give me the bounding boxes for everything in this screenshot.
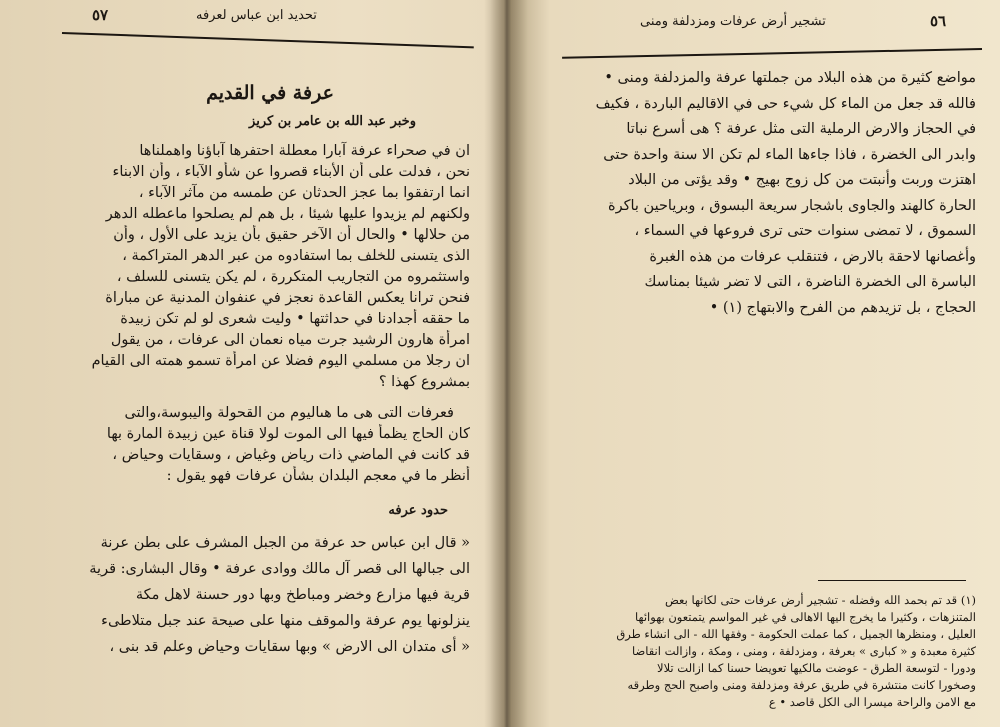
header-rule xyxy=(562,48,982,59)
text-line: من حلالها • والحال أن الآخر حقيق بأن يزيد على الأول ، وأن xyxy=(113,227,470,243)
text-line: انما ارتفقوا بما عجز الحدثان عن طمسه من مآثر الآباء ، xyxy=(138,185,470,201)
text-line: « قال ابن عباس حد عرفة من الجبل المشرف على بطن عرنة xyxy=(100,535,470,551)
right-page xyxy=(528,0,1000,727)
text-line: فعرفات التى هى ما هىاليوم من القحولة واليبوسة،والتى xyxy=(124,405,454,421)
text-line: أنظر ما في معجم البلدان بشأن عرفات فهو يقول : xyxy=(166,468,470,484)
text-line: ان في صحراء عرفة آبارا معطلة احتفرها آباؤنا واهملناها xyxy=(139,143,470,159)
text-line: نحن ، فدلت على أن الأبناء قصروا عن شأو الآباء ، وأن الابناء xyxy=(112,164,470,180)
footnote-line: كثيرة معبدة و « كبارى » بعرفة ، ومزدلفة ، ومنى ، ومكة ، وازالت انقاضا xyxy=(631,644,976,658)
text-line: الباسرة الى الخضرة الناضرة ، التى لا تضر شيئا بمناسك xyxy=(644,274,976,290)
text-line: مواضع كثيرة من هذه البلاد من جملتها عرفة والمزدلفة ومنى • xyxy=(604,70,976,86)
book-gutter xyxy=(484,0,528,727)
text-line: الذى يتسنى للخلف بما استفادوه من عبر الدهر المتراكمة ، xyxy=(122,248,470,264)
text-line: في الحجاز والارض الرملية التى مثل عرفة ؟ هى أسرع نباتا xyxy=(626,121,976,137)
page-number: ٥٦ xyxy=(930,12,947,30)
text-line: ما حققه أجدادنا في حداثتها • وليت شعرى لو لم تكن زبيدة xyxy=(120,311,470,327)
footnote xyxy=(548,592,976,711)
footnote-line: المتنزهات ، وكثيرا ما يخرج اليها الاهالى في غير المواسم يتمتعون بهوائها xyxy=(635,610,976,624)
section-heading: حدود عرفه xyxy=(388,503,448,518)
text-line: كان الحاج يظمأ فيها الى الموت لولا قناة عين زبيدة المارة بها xyxy=(106,426,470,442)
running-head: تشجير أرض عرفات ومزدلفة ومنى xyxy=(640,14,826,29)
text-line: ينزلونها يوم عرفة والموقف منها على صيحة عند جبل متلاطىء xyxy=(101,613,470,629)
text-line: قرية فيها مزارع وخضر ومباطخ وبها دور حسنة لاهل مكة xyxy=(135,587,470,603)
text-line: « أى متدان الى الارض » وبها سقايات وحياض وعلم قد بنى ، xyxy=(109,639,470,655)
footnote-rule xyxy=(818,580,966,581)
footnote-line: مع الامن والراحة ميسرا الى الكل قاصد • ع xyxy=(768,695,976,709)
left-page-body xyxy=(70,82,470,660)
header-rule xyxy=(62,32,474,48)
left-page xyxy=(0,0,490,727)
text-line: الحارة كالهند والجاوى باشجار سريعة البسوق ، وبرياحين باكرة xyxy=(607,197,976,214)
text-line: السموق ، لا تمضى سنوات حتى ترى فروعها في السماء ، xyxy=(634,223,976,239)
page-number: ٥٧ xyxy=(92,6,109,24)
text-line: الى جبالها الى قصر آل مالك ووادى عرفة • وقال البشارى: قرية xyxy=(89,561,470,577)
text-line: فنحن ترانا يعكس القاعدة نعجز في عنفوان المدنية عن مباراة xyxy=(105,290,470,306)
right-page-body xyxy=(564,66,976,321)
text-line: الحجاج ، بل تزيدهم من الفرح والابتهاج (١) • xyxy=(709,299,976,316)
text-line: ان رجلا من مسلمي اليوم فضلا عن امرأة تسمو همته الى القيام xyxy=(91,353,470,369)
running-head: تحديد ابن عباس لعرفه xyxy=(196,8,317,23)
text-line: بمشروع كهذا ؟ xyxy=(378,374,470,390)
paragraph-2 xyxy=(70,403,470,487)
text-line: ولكنهم لم يزيدوا عليها شيئا ، بل هم لم يصلحوا ماعطله الدهر xyxy=(105,206,470,222)
text-line: واستثمروه من التجاريب المتكررة ، لم يكن يتسنى للسلف ، xyxy=(116,269,470,285)
text-line: اهتزت وربت وأنبتت من كل زوج بهيج • وقد يؤتى من البلاد xyxy=(628,172,976,188)
footnote-line: ودورا - لتوسعة الطرق - عوضت مالكيها تعويضا حسنا كما ازالت تلالا xyxy=(657,661,976,675)
footnote-line: (١) قد تم بحمد الله وفضله - تشجير أرض عرفات حتى لكانها بعض xyxy=(664,593,976,607)
text-line: امرأة هارون الرشيد جرت مياه نعمان الى عرفات ، من يقول xyxy=(110,332,470,348)
quote-block xyxy=(70,530,470,660)
footnote-line: العليل ، ومنظرها الجميل ، كما عملت الحكومة - وفقها الله - الى انشاء طرق xyxy=(616,627,976,641)
byline: وخبر عبد الله بن عامر بن كريز xyxy=(249,114,416,129)
footnote-line: وصخورا كانت منتشرة في طريق عرفة ومزدلفة ومنى واصبح الحج وطرقه xyxy=(627,678,976,692)
page-title: عرفة في القديم xyxy=(206,82,334,104)
text-line: قد كانت في الماضي ذات رياض وغياض ، وسقايات وحياض ، xyxy=(112,447,470,463)
paragraph-1 xyxy=(70,141,470,393)
text-line: وابدر الى الخضرة ، فاذا جاءها الماء لم تكن الا سنة واحدة حتى xyxy=(603,146,976,163)
text-line: فالله قد جعل من الماء كل شيء حى في الاقاليم الباردة ، فكيف xyxy=(595,95,976,112)
text-line: وأغصانها لاحقة بالارض ، فتنقلب عرفات من هذه الغبرة xyxy=(649,248,976,265)
